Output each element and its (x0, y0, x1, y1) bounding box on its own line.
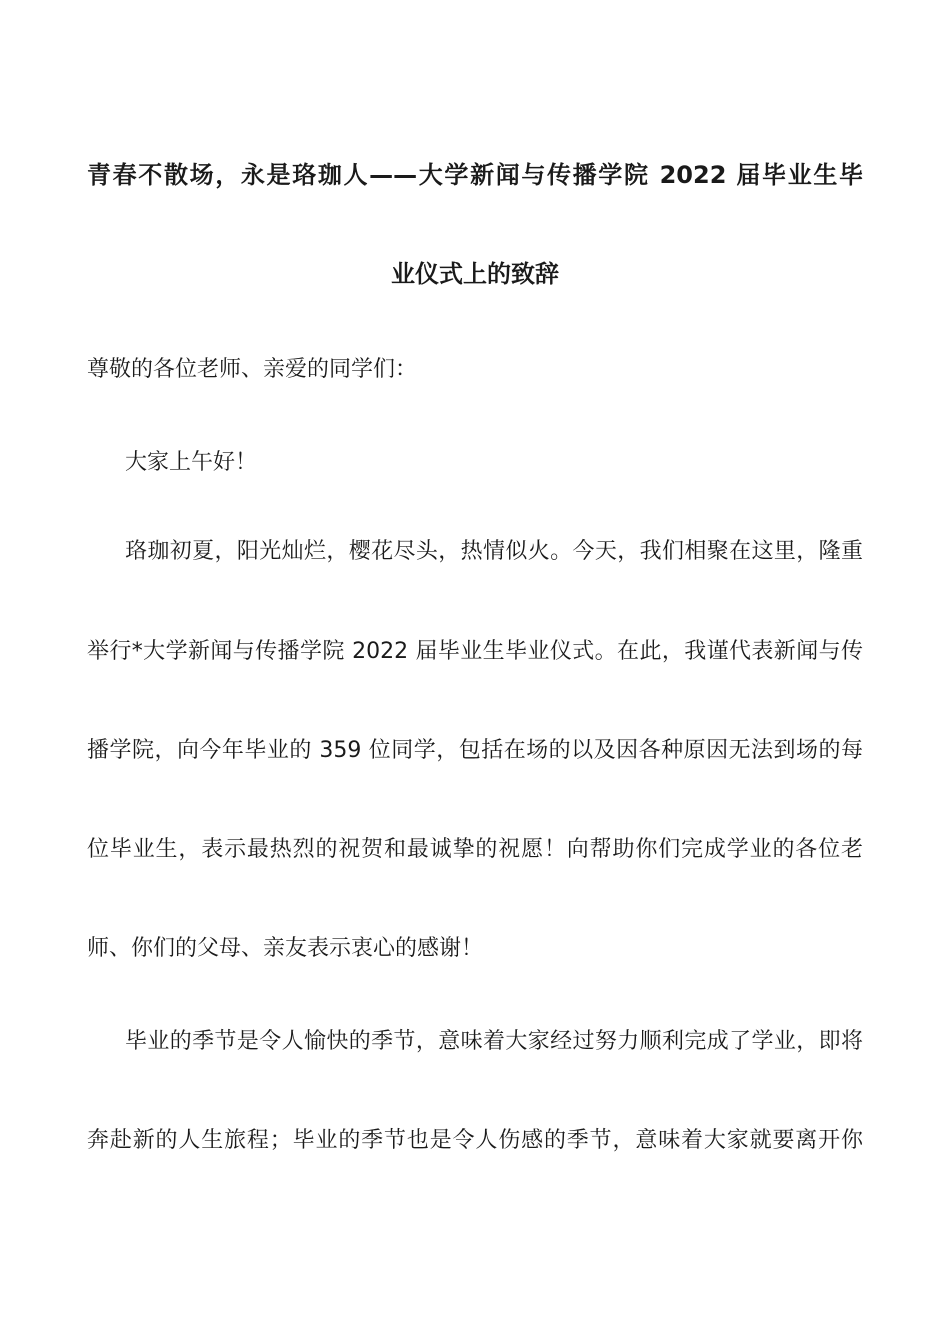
paragraph-1-line-1: 珞珈初夏，阳光灿烂，樱花尽头，热情似火。今天，我们相聚在这里，隆重 (125, 539, 863, 564)
salutation: 尊敬的各位老师、亲爱的同学们： (87, 357, 418, 382)
greeting: 大家上午好！ (125, 450, 258, 475)
paragraph-1-line-2: 举行*大学新闻与传播学院 2022 届毕业生毕业仪式。在此，我谨代表新闻与传 (87, 639, 863, 664)
paragraph-1-line-3: 播学院，向今年毕业的 359 位同学，包括在场的以及因各种原因无法到场的每 (87, 738, 863, 763)
paragraph-2-line-2: 奔赴新的人生旅程；毕业的季节也是令人伤感的季节，意味着大家就要离开你 (87, 1128, 863, 1153)
paragraph-1-line-5: 师、你们的父母、亲友表示衷心的感谢！ (87, 936, 484, 961)
paragraph-2-line-1: 毕业的季节是令人愉快的季节，意味着大家经过努力顺利完成了学业，即将 (125, 1029, 863, 1054)
title-line-1: 青春不散场，永是珞珈人——大学新闻与传播学院 2022 届毕业生毕 (87, 161, 863, 189)
paragraph-1-line-4: 位毕业生，表示最热烈的祝贺和最诚挚的祝愿！向帮助你们完成学业的各位老 (87, 837, 863, 862)
title-line-2: 业仪式上的致辞 (391, 260, 559, 288)
